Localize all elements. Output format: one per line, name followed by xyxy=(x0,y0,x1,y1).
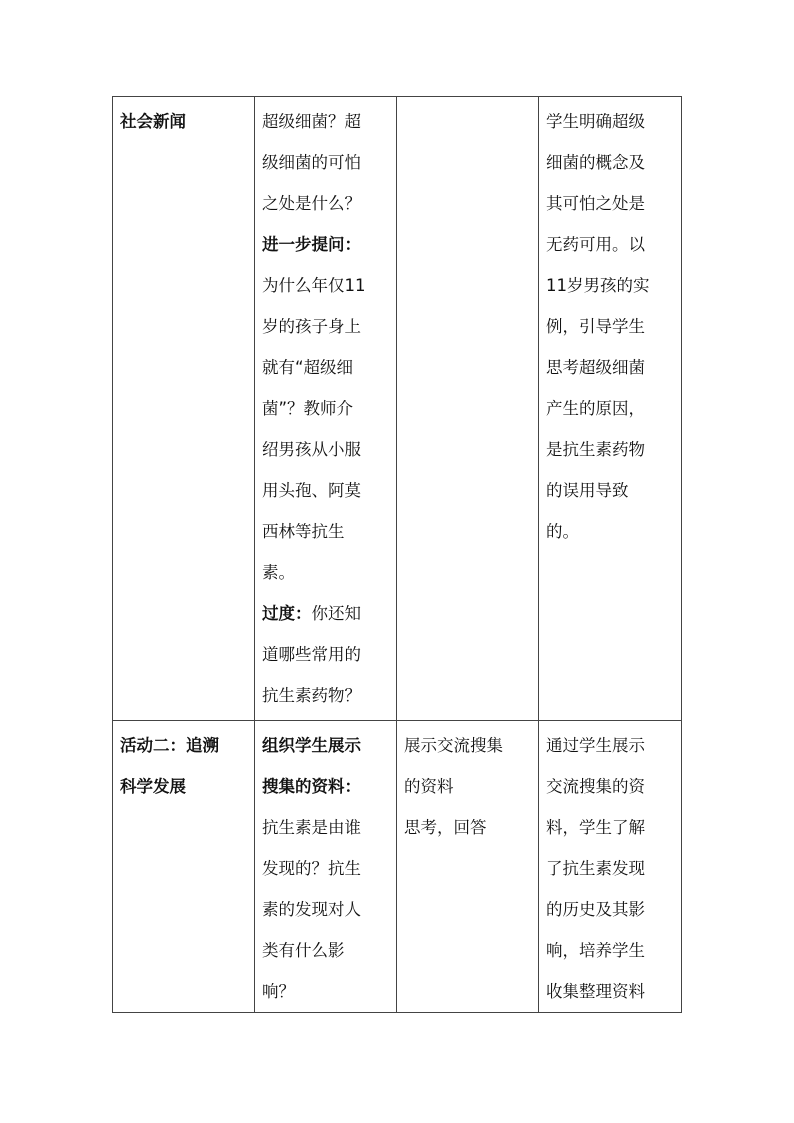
teacher-line: 道哪些常用的 xyxy=(262,645,361,664)
intent-line: 学生明确超级 xyxy=(546,112,645,131)
teacher-line: 发现的？抗生 xyxy=(262,859,361,878)
intent-line: 11岁男孩的实 xyxy=(546,276,650,295)
teacher-line: 西林等抗生 xyxy=(262,522,345,541)
teacher-line: 超级细菌？超 xyxy=(262,112,361,131)
student-activity-cell xyxy=(397,97,539,721)
stage-cell xyxy=(113,721,255,1013)
teacher-line: 抗生素是由谁 xyxy=(262,818,361,837)
intent-line: 收集整理资料 xyxy=(546,982,645,1001)
student-line: 展示交流搜集 xyxy=(404,736,503,755)
teacher-line: 岁的孩子身上 xyxy=(262,317,361,336)
teacher-line: 级细菌的可怕 xyxy=(262,153,361,172)
intent-line: 其可怕之处是 xyxy=(546,194,645,213)
teacher-line-heading: 组织学生展示 xyxy=(262,736,361,755)
intent-line: 的误用导致 xyxy=(546,481,629,500)
teacher-line-transition xyxy=(262,593,389,634)
intent-line: 了抗生素发现 xyxy=(546,859,645,878)
transition-text: 你还知 xyxy=(311,604,361,623)
transition-label: 过度： xyxy=(262,604,312,623)
table-row xyxy=(113,721,682,1013)
student-activity-cell xyxy=(397,721,539,1013)
intent-line: 交流搜集的资 xyxy=(546,777,645,796)
design-intent-cell xyxy=(539,97,682,721)
intent-line: 产生的原因， xyxy=(546,399,645,418)
student-line: 的资料 xyxy=(404,777,454,796)
teacher-line: 为什么年仅11 xyxy=(262,276,366,295)
teacher-line: 用头孢、阿莫 xyxy=(262,481,361,500)
intent-line: 的历史及其影 xyxy=(546,900,645,919)
teacher-line: 响？ xyxy=(262,982,295,1001)
teacher-line: 绍男孩从小服 xyxy=(262,440,361,459)
intent-line: 无药可用。以 xyxy=(546,235,645,254)
intent-line: 是抗生素药物 xyxy=(546,440,645,459)
teacher-activity-cell xyxy=(255,721,397,1013)
teacher-line: 素。 xyxy=(262,563,295,582)
intent-line: 细菌的概念及 xyxy=(546,153,645,172)
stage-line: 活动二：追溯 xyxy=(120,736,219,755)
teacher-line: 抗生素药物？ xyxy=(262,686,361,705)
teacher-line: 素的发现对人 xyxy=(262,900,361,919)
teacher-activity-cell xyxy=(255,97,397,721)
stage-line: 科学发展 xyxy=(120,777,186,796)
design-intent-cell xyxy=(539,721,682,1013)
teacher-line: 类有什么影 xyxy=(262,941,345,960)
teacher-line-heading: 搜集的资料： xyxy=(262,777,361,796)
intent-line: 通过学生展示 xyxy=(546,736,645,755)
intent-line: 思考超级细菌 xyxy=(546,358,645,377)
intent-line: 的。 xyxy=(546,522,579,541)
intent-line: 响，培养学生 xyxy=(546,941,645,960)
intent-line: 例，引导学生 xyxy=(546,317,645,336)
intent-line: 料，学生了解 xyxy=(546,818,645,837)
student-line: 思考，回答 xyxy=(404,818,487,837)
teacher-line-heading: 进一步提问： xyxy=(262,235,361,254)
table-row xyxy=(113,97,682,721)
teacher-line: 就有“超级细 xyxy=(262,358,354,377)
teacher-line: 菌”？教师介 xyxy=(262,399,354,418)
teacher-line: 之处是什么？ xyxy=(262,194,361,213)
stage-line: 社会新闻 xyxy=(120,112,186,131)
lesson-plan-table xyxy=(112,96,682,1013)
stage-cell xyxy=(113,97,255,721)
